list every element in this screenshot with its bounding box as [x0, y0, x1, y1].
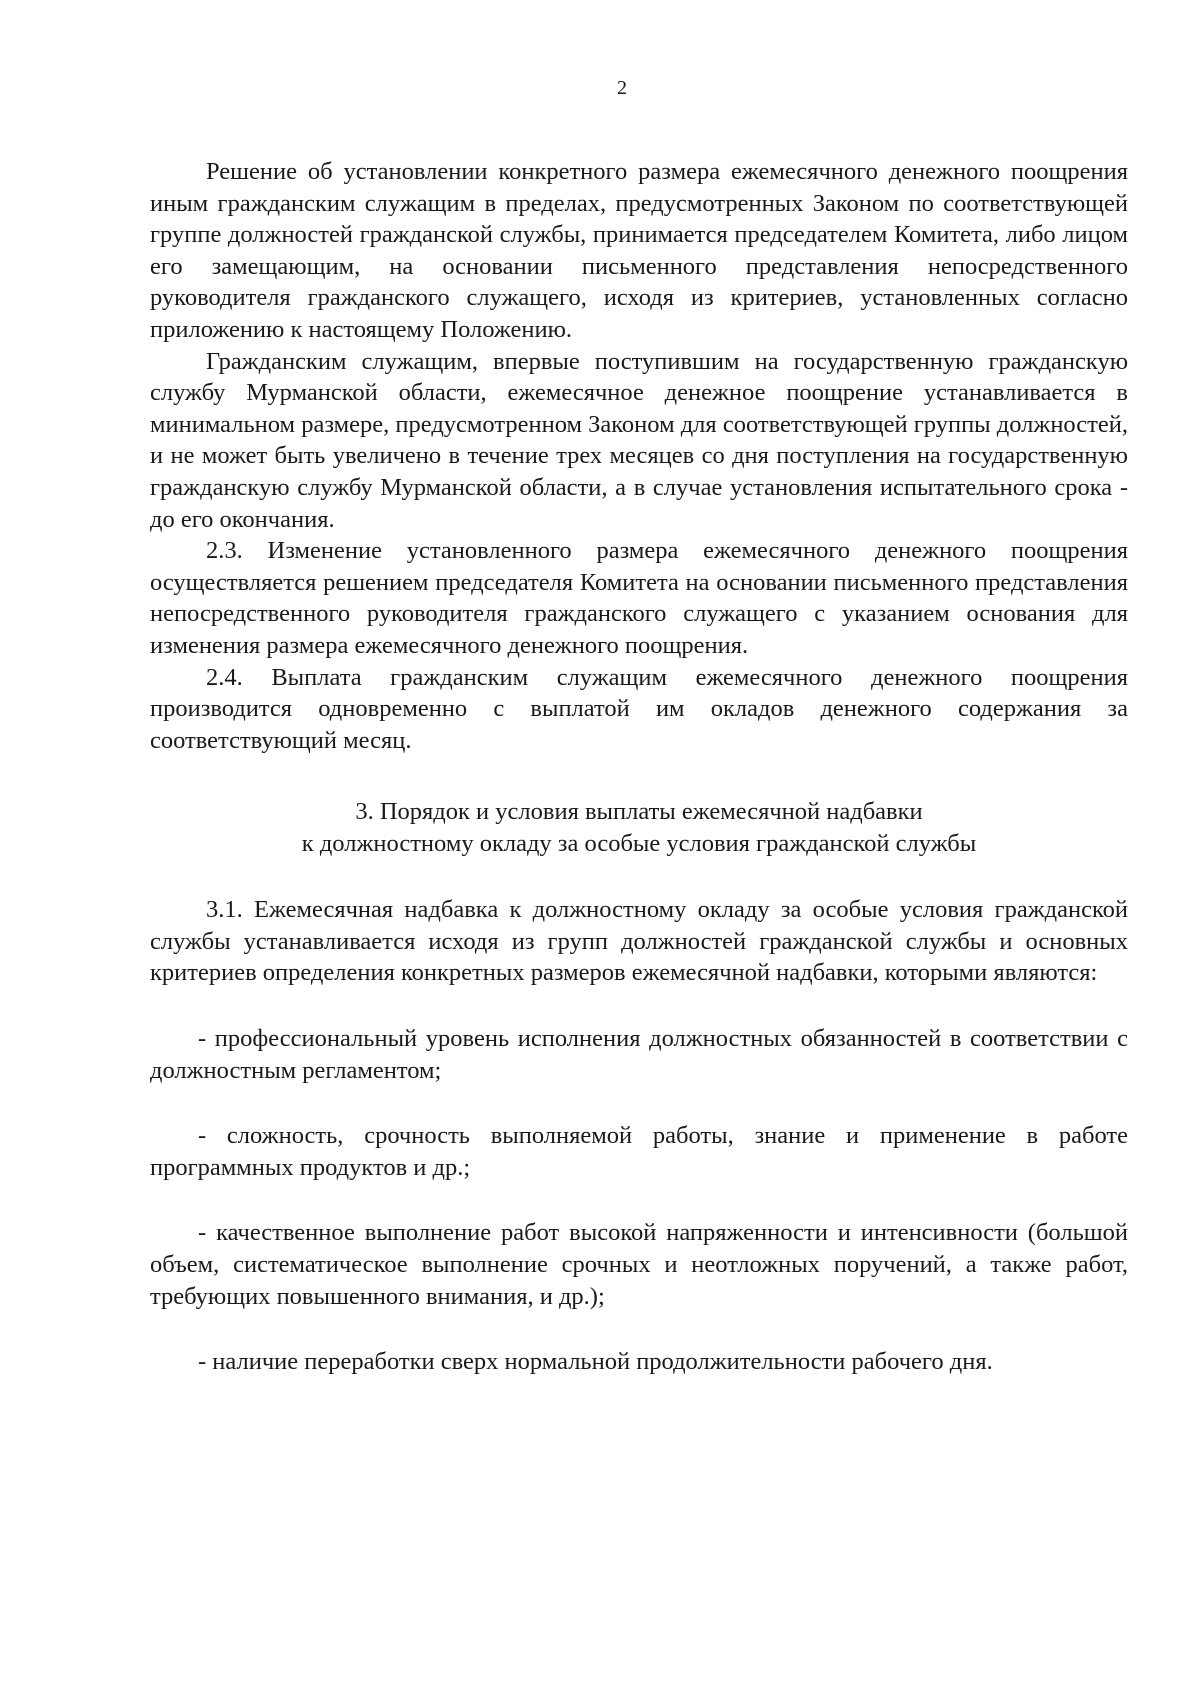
paragraph-new-servants: Гражданским служащим, впервые поступившим на государственную гражданскую службу Мурманской области, ежемесячное денежное поощрение устанавливается в минимальном размере, предусмотренном Законом для соответствующей группы должностей, и не может быть увеличено в течение трех месяцев со дня поступления на государственную гражданскую службу Мурманской области, а в случае установления испытательного срока - до его окончания.: [150, 347, 1128, 533]
criteria-item: - наличие переработки сверх нормальной продолжительности рабочего дня.: [198, 1348, 993, 1376]
paragraph-2-4: 2.4. Выплата гражданским служащим ежемесячного денежного поощрения производится одновременно с выплатой им окладов денежного содержания за соответствующий месяц.: [150, 663, 1128, 754]
section-3-heading-line-2: к должностному окладу за особые условия гражданской службы: [301, 830, 977, 858]
paragraph-3-1: 3.1. Ежемесячная надбавка к должностному окладу за особые условия гражданской службы устанавливается исходя из групп должностей гражданской службы и основных критериев определения конкретных размеров ежемесячной надбавки, которыми являются:: [150, 896, 1128, 987]
paragraph-2-3: 2.3. Изменение установленного размера ежемесячного денежного поощрения осуществляется решением председателя Комитета на основании письменного представления непосредственного руководителя гражданского служащего с указанием основания для изменения размера ежемесячного денежного поощрения.: [150, 537, 1128, 659]
criteria-item: - профессиональный уровень исполнения должностных обязанностей в соответствии с должностным регламентом;: [150, 1025, 1128, 1084]
section-3-heading-line-1: 3. Порядок и условия выплаты ежемесячной надбавки: [355, 798, 923, 826]
page-number: 2: [617, 77, 627, 99]
criteria-item: - сложность, срочность выполняемой работы, знание и применение в работе программных продуктов и др.;: [150, 1122, 1128, 1181]
criteria-item: - качественное выполнение работ высокой напряженности и интенсивности (большой объем, систематическое выполнение срочных и неотложных поручений, а также работ, требующих повышенного внимания, и др.);: [150, 1219, 1128, 1310]
paragraph-decision-incentive: Решение об установлении конкретного размера ежемесячного денежного поощрения иным гражданским служащим в пределах, предусмотренных Законом по соответствующей группе должностей гражданской службы, принимается председателем Комитета, либо лицом его замещающим, на основании письменного представления непосредственного руководителя гражданского служащего, исходя из критериев, установленных согласно приложению к настоящему Положению.: [150, 158, 1128, 343]
section-3-heading: [150, 796, 1128, 860]
document-body: [150, 156, 1128, 1378]
